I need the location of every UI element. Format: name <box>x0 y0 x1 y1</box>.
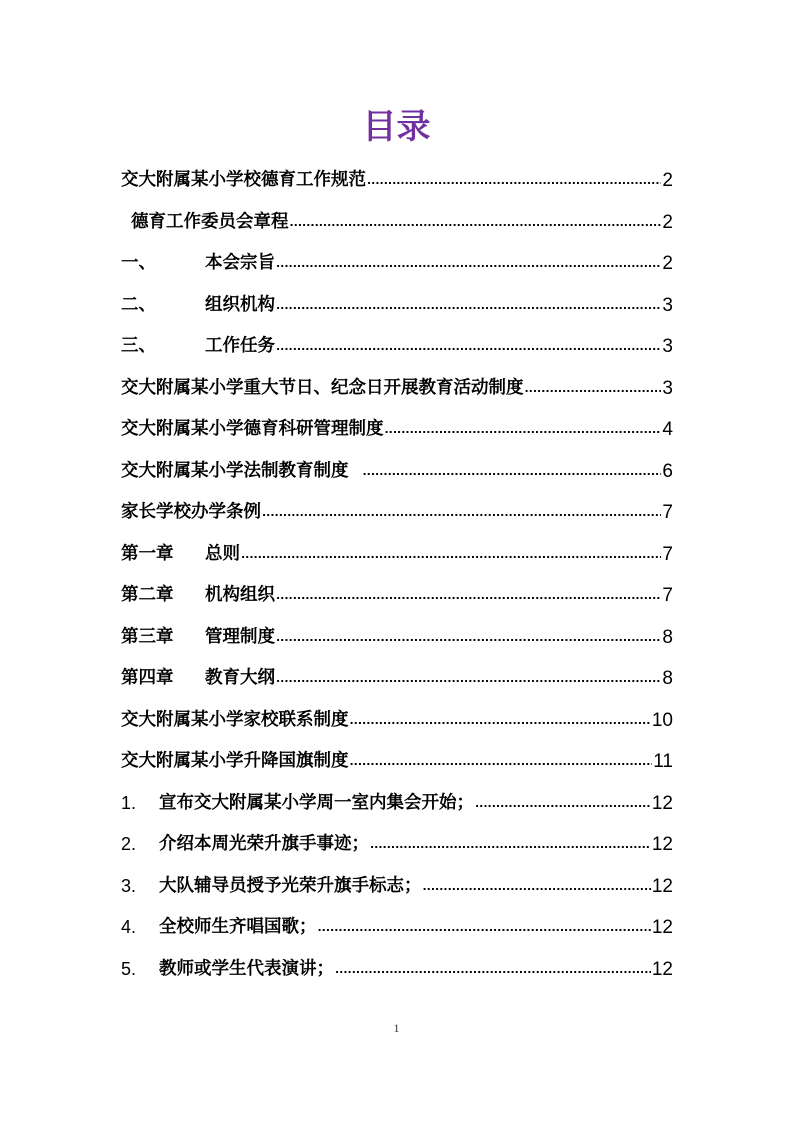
toc-page-number: 3 <box>662 294 673 316</box>
toc-entry-text: 宣布交大附属某小学周一室内集会开始； <box>159 792 474 813</box>
dot-leader <box>335 948 651 991</box>
toc-page-number: 2 <box>662 170 673 191</box>
toc-entry-text: 机构组织 <box>205 585 275 605</box>
toc-page-number: 12 <box>651 917 673 938</box>
toc-entry[interactable] <box>121 326 673 368</box>
toc-page-number: 6 <box>662 460 673 482</box>
toc-entry-prefix: 一、 <box>121 253 156 273</box>
dot-leader <box>367 159 661 202</box>
dot-leader <box>350 699 651 742</box>
toc-page-number: 3 <box>662 377 673 399</box>
toc-entry[interactable] <box>121 451 673 493</box>
toc-entry[interactable] <box>121 368 673 410</box>
toc-entry[interactable] <box>121 285 673 327</box>
toc-entry-text: 全校师生齐唱国歌； <box>159 917 317 937</box>
toc-page-number: 7 <box>662 502 673 523</box>
toc-entry[interactable] <box>121 783 673 825</box>
toc-page-number: 10 <box>651 709 673 731</box>
toc-entry-text: 交大附属某小学升降国旗制度 <box>121 751 349 771</box>
toc-entry[interactable] <box>121 741 673 783</box>
toc-entry-prefix: 第四章 <box>121 668 174 688</box>
toc-page-number: 12 <box>651 958 673 980</box>
toc-page-number: 4 <box>662 419 673 440</box>
toc-entry-text: 交大附属某小学重大节日、纪念日开展教育活动制度 <box>121 377 524 398</box>
dot-leader <box>262 491 661 534</box>
toc-entry[interactable] <box>121 409 673 451</box>
toc-entry-prefix: 二、 <box>121 294 156 315</box>
toc-entry[interactable] <box>121 949 673 991</box>
toc-entry-text: 交大附属某小学法制教育制度 <box>121 460 349 481</box>
toc-page-number: 8 <box>662 626 673 648</box>
toc-entry-prefix: 1. <box>121 792 137 813</box>
toc-entry[interactable] <box>121 243 673 285</box>
toc-entry-prefix: 5. <box>121 958 137 979</box>
toc-page-number: 11 <box>653 751 673 772</box>
toc-entry-text: 组织机构 <box>205 294 275 315</box>
dot-leader <box>276 284 661 327</box>
toc-entry-text: 交大附属某小学家校联系制度 <box>121 709 349 730</box>
toc-page-number: 7 <box>662 585 673 606</box>
dot-leader <box>276 574 661 617</box>
toc-entry-text: 教师或学生代表演讲； <box>159 958 334 979</box>
toc-entry-prefix: 第一章 <box>121 543 174 564</box>
toc-page-number: 12 <box>651 834 673 855</box>
dot-leader <box>318 906 651 949</box>
page-number-footer: 1 <box>393 1021 400 1035</box>
dot-leader <box>350 740 653 783</box>
toc-page-number: 12 <box>651 875 673 897</box>
dot-leader <box>475 782 651 825</box>
toc-entry-prefix: 2. <box>121 834 137 854</box>
toc-entry-text: 总则 <box>205 543 240 564</box>
toc-entry-prefix: 第二章 <box>121 585 174 605</box>
toc-page-number: 3 <box>662 336 673 357</box>
toc-entry-prefix: 三、 <box>121 336 156 356</box>
toc-page-number: 7 <box>662 543 673 565</box>
toc-entry-text: 管理制度 <box>205 626 275 647</box>
dot-leader <box>385 408 662 451</box>
toc-entry-text: 介绍本周光荣升旗手事迹； <box>159 834 369 854</box>
toc-page-number: 2 <box>662 253 673 274</box>
toc-entry[interactable] <box>121 824 673 866</box>
toc-page-number: 8 <box>662 668 673 689</box>
toc-entry[interactable] <box>121 575 673 617</box>
toc-entry[interactable] <box>121 534 673 576</box>
table-of-contents <box>121 160 673 990</box>
toc-entry[interactable] <box>121 492 673 534</box>
toc-entry-prefix: 第三章 <box>121 626 174 647</box>
dot-leader <box>276 657 661 700</box>
toc-page-number: 12 <box>651 792 673 814</box>
toc-page-number: 2 <box>662 211 673 233</box>
toc-entry-text: 教育大纲 <box>205 668 275 688</box>
toc-entry-text: 交大附属某小学德育科研管理制度 <box>121 419 384 439</box>
toc-entry-text: 德育工作委员会章程 <box>131 211 289 232</box>
toc-entry-prefix: 4. <box>121 917 137 937</box>
toc-entry[interactable] <box>121 160 673 202</box>
toc-entry[interactable] <box>121 700 673 742</box>
toc-entry-text: 本会宗旨 <box>205 253 275 273</box>
dot-leader <box>363 450 662 493</box>
toc-entry-prefix: 3. <box>121 875 137 896</box>
document-title: 目录 <box>362 107 431 147</box>
toc-entry[interactable] <box>121 617 673 659</box>
toc-entry[interactable] <box>121 866 673 908</box>
toc-entry-text: 家长学校办学条例 <box>121 502 261 522</box>
toc-entry[interactable] <box>121 202 673 244</box>
dot-leader <box>241 533 661 576</box>
toc-entry-text: 交大附属某小学校德育工作规范 <box>121 170 366 190</box>
dot-leader <box>276 242 661 285</box>
toc-entry-text: 工作任务 <box>205 336 275 356</box>
toc-entry[interactable] <box>121 658 673 700</box>
toc-entry-text: 大队辅导员授予光荣升旗手标志； <box>159 875 422 896</box>
toc-entry[interactable] <box>121 907 673 949</box>
dot-leader <box>370 823 651 866</box>
dot-leader <box>276 616 661 659</box>
dot-leader <box>276 325 661 368</box>
dot-leader <box>525 367 662 410</box>
dot-leader <box>423 865 651 908</box>
dot-leader <box>290 201 662 244</box>
